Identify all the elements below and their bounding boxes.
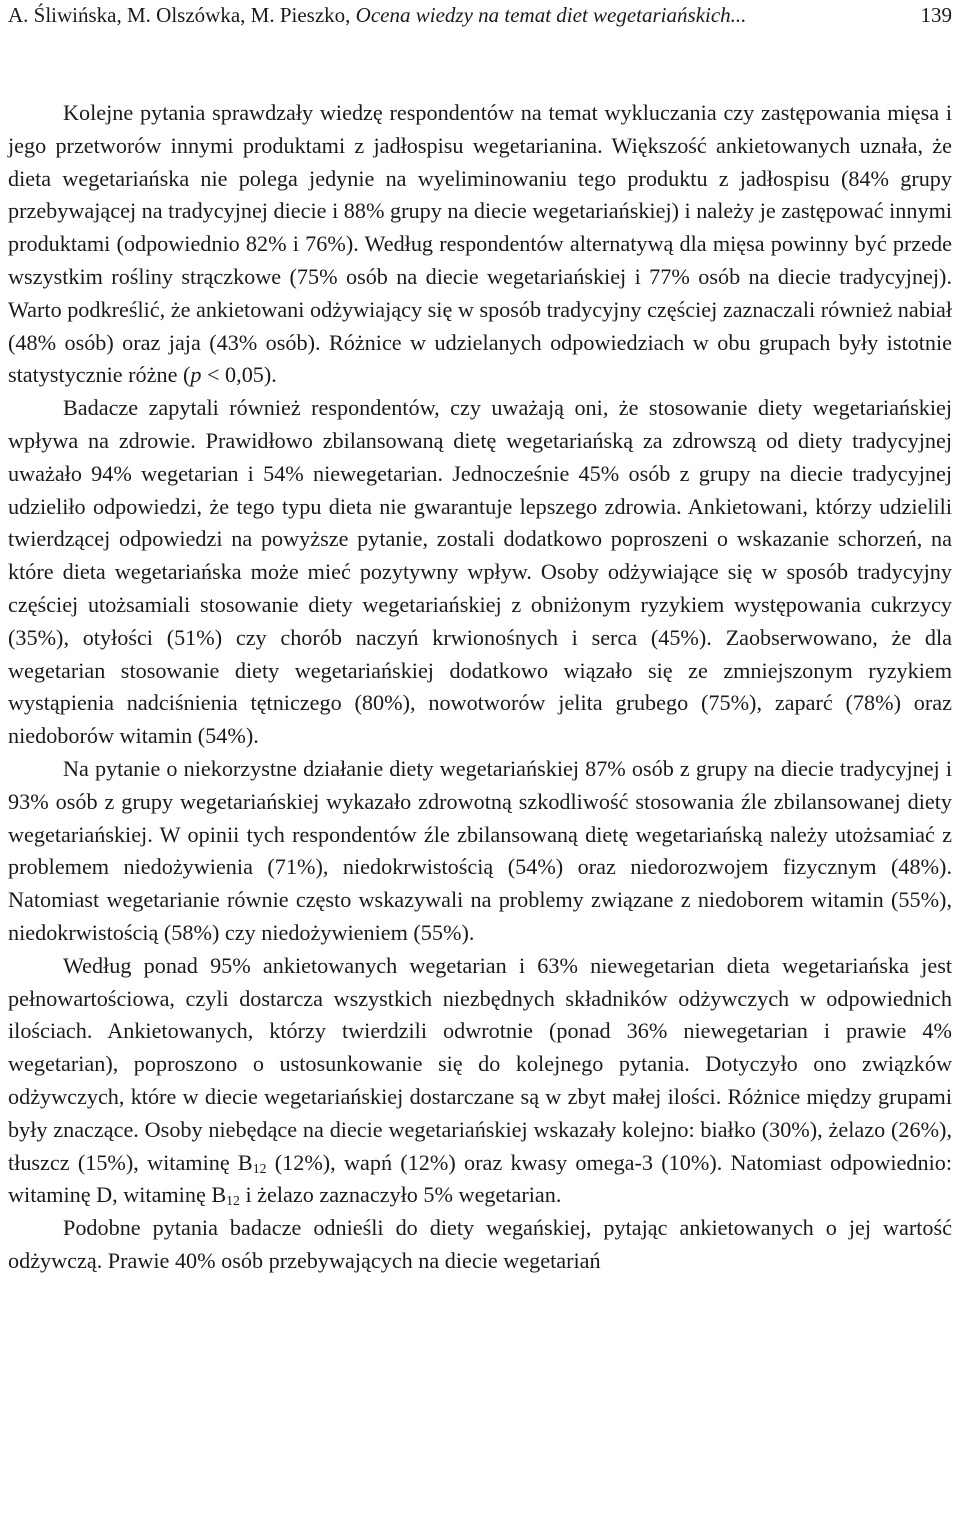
header-authors: A. Śliwińska, M. Olszówka, M. Pieszko, (8, 3, 356, 27)
paragraph-text: Na pytanie o niekorzystne działanie diety wegetariańskiej 87% osób z grupy na diecie tradycyjnej i 93% osób z grupy wegetariańskiej wykazało zdrowotną szkodliwość stosowania źle zbilansowanej diety wegetariańskiej. W opinii tych respondentów źle zbilansowaną dietę wegetariańską należy utożsamiać z problemem niedożywienia (71%), niedokrwistością (54%) oraz niedorozwojem fizycznym (48%). Natomiast wegetarianie równie często wskazywali na problemy związane z niedoborem witamin (55%), niedokrwistością (58%) czy niedożywieniem (55%). (8, 755, 952, 945)
header-article-title: Ocena wiedzy na temat diet wegetariańskich... (355, 3, 747, 27)
article-body (8, 97, 952, 1278)
subscript: 12 (252, 1160, 267, 1176)
paragraph-text: Podobne pytania badacze odnieśli do diety wegańskiej, pytając ankietowanych o jej wartość odżywczą. Prawie 40% osób przebywających na diecie wegetariań (8, 1215, 952, 1273)
paragraph-text: Kolejne pytania sprawdzały wiedzę respondentów na temat wykluczania czy zastępowania mięsa i jego przetworów innymi produktami z jadłospisu wegetarianina. Większość ankietowanych uznała, że dieta wegetariańska nie polega jedynie na wyeliminowaniu tego produktu z jadłospisu (84% grupy przebywającej na tradycyjnej diecie i 88% grupy na diecie wegetariańskiej) i należy je zastępować innymi produktami (odpowiednio 82% i 76%). Według respondentów alternatywą dla mięsa powinny być przede wszystkim rośliny strączkowe (75% osób na diecie wegetariańskiej i 77% osób na diecie tradycyjnej). Warto podkreślić, że ankietowani odżywiający się w sposób tradycyjny częściej zaznaczali również nabiał (48% osób) oraz jaja (43% osób). Różnice w udzielanych odpowiedziach w obu grupach były istotnie statystycznie różne ( (8, 100, 952, 388)
subscript: 12 (226, 1193, 240, 1209)
paragraph-text: i żelazo zaznaczyło 5% wegetarian. (239, 1182, 562, 1208)
paragraph-text: Według ponad 95% ankietowanych wegetarian i 63% niewegetarian dieta wegetariańska jest pełnowartościowa, czyli dostarcza wszystkich niezbędnych składników odżywczych w odpowiednich ilościach. Ankietowanych, którzy twierdzili odwrotnie (ponad 36% niewegetarian i prawie 4% wegetarian), poproszono o ustosunkowanie się do kolejnego pytania. Dotyczyło ono związków odżywczych, które w diecie wegetariańskiej dostarczane są w zbyt małej ilości. Różnice między grupami były znaczące. Osoby niebędące na diecie wegetariańskiej wskazały kolejno: białko (30%), żelazo (26%), tłuszcz (15%), witaminę B (8, 952, 952, 1175)
running-header (8, 2, 952, 28)
paragraph (8, 1212, 952, 1278)
p-value-symbol: p (190, 362, 202, 388)
paragraph-text: Badacze zapytali również respondentów, czy uważają oni, że stosowanie diety wegetariańskiej wpływa na zdrowie. Prawidłowo zbilansowaną dietę wegetariańską za zdrowszą od diety tradycyjnej uważało 94% wegetarian i 54% niewegetarian. Jednocześnie 45% osób z grupy na diecie tradycyjnej udzieliło odpowiedzi, że tego typu dieta nie gwarantuje lepszego zdrowia. Ankietowani, którzy udzielili twierdzącej odpowiedzi na powyższe pytanie, zostali dodatkowo poproszeni o wskazanie schorzeń, na które dieta wegetariańska może mieć pozytywny wpływ. Osoby odżywiające się w sposób tradycyjny częściej utożsamiali stosowanie diety wegetariańskiej z obniżonym ryzykiem występowania cukrzycy (35%), otyłości (51%) czy chorób naczyń krwionośnych i serca (45%). Zaobserwowano, że dla wegetarian stosowanie diety wegetariańskiej dodatkowo wiązało się ze zmniejszonym ryzykiem wystąpienia nadciśnienia tętniczego (80%), nowotworów jelita grubego (75%), zaparć (78%) oraz niedoborów witamin (54%). (8, 395, 952, 749)
paragraph (8, 97, 952, 392)
page-number: 139 (920, 3, 952, 27)
paragraph (8, 392, 952, 753)
paragraph (8, 753, 952, 950)
paragraph-text: < 0,05). (201, 362, 277, 388)
running-title (8, 2, 746, 28)
paragraph-text: (12%), wapń (12%) oraz kwasy omega-3 (10%). Natomiast odpowiednio: witaminę D, witaminę B (8, 1149, 952, 1208)
paragraph (8, 950, 952, 1212)
